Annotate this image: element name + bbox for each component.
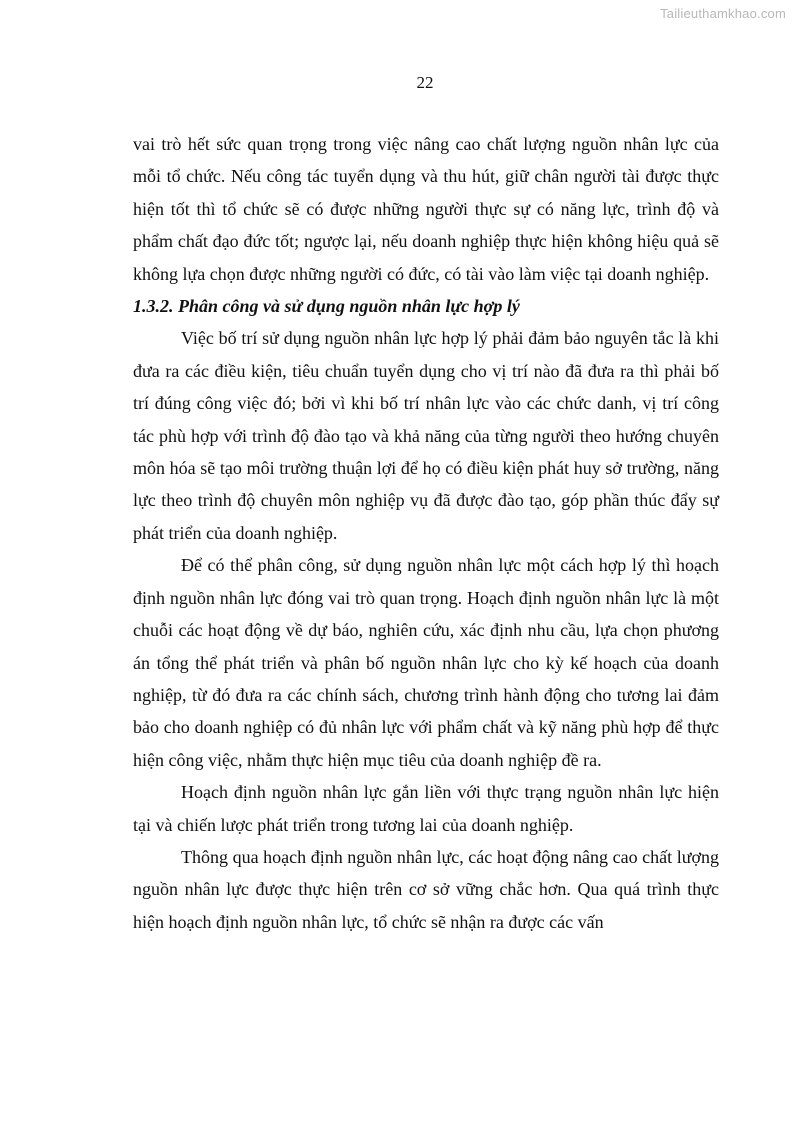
document-body — [133, 128, 719, 938]
section-heading: 1.3.2. Phân công và sử dụng nguồn nhân lực hợp lý — [133, 296, 520, 317]
paragraph-4: Thông qua hoạch định nguồn nhân lực, các hoạt động nâng cao chất lượng nguồn nhân lực được thực hiện trên cơ sở vững chắc hơn. Qua quá trình thực hiện hoạch định nguồn nhân lực, tổ chức sẽ nhận ra được các vấn — [133, 846, 719, 932]
paragraph-2: Để có thể phân công, sử dụng nguồn nhân lực một cách hợp lý thì hoạch định nguồn nhân lực đóng vai trò quan trọng. Hoạch định nguồn nhân lực là một chuỗi các hoạt động về dự báo, nghiên cứu, xác định nhu cầu, lựa chọn phương án tổng thể phát triển và phân bố nguồn nhân lực cho kỳ kế hoạch của doanh nghiệp, từ đó đưa ra các chính sách, chương trình hành động cho tương lai đảm bảo cho doanh nghiệp có đủ nhân lực với phẩm chất và kỹ năng phù hợp để thực hiện công việc, nhằm thực hiện mục tiêu của doanh nghiệp đề ra. — [133, 555, 719, 770]
paragraph-1: Việc bố trí sử dụng nguồn nhân lực hợp lý phải đảm bảo nguyên tắc là khi đưa ra các điều kiện, tiêu chuẩn tuyển dụng cho vị trí nào đã đưa ra thì phải bố trí đúng công việc đó; bởi vì khi bố trí nhân lực vào các chức danh, vị trí công tác phù hợp với trình độ đào tạo và khả năng của từng người theo hướng chuyên môn hóa sẽ tạo môi trường thuận lợi để họ có điều kiện phát huy sở trường, năng lực theo trình độ chuyên môn nghiệp vụ đã được đào tạo, góp phần thúc đẩy sự phát triển của doanh nghiệp. — [133, 328, 719, 543]
paragraph-continuation: vai trò hết sức quan trọng trong việc nâng cao chất lượng nguồn nhân lực của mỗi tổ chức. Nếu công tác tuyển dụng và thu hút, giữ chân người tài được thực hiện tốt thì tổ chức sẽ có được những người thực sự có năng lực, trình độ và phẩm chất đạo đức tốt; ngược lại, nếu doanh nghiệp thực hiện không hiệu quả sẽ không lựa chọn được những người có đức, có tài vào làm việc tại doanh nghiệp. — [133, 134, 719, 284]
page-number: 22 — [416, 73, 434, 92]
paragraph-3: Hoạch định nguồn nhân lực gắn liền với thực trạng nguồn nhân lực hiện tại và chiến lược phát triển trong tương lai của doanh nghiệp. — [133, 782, 719, 835]
watermark: Tailieuthamkhao.com — [660, 6, 786, 21]
